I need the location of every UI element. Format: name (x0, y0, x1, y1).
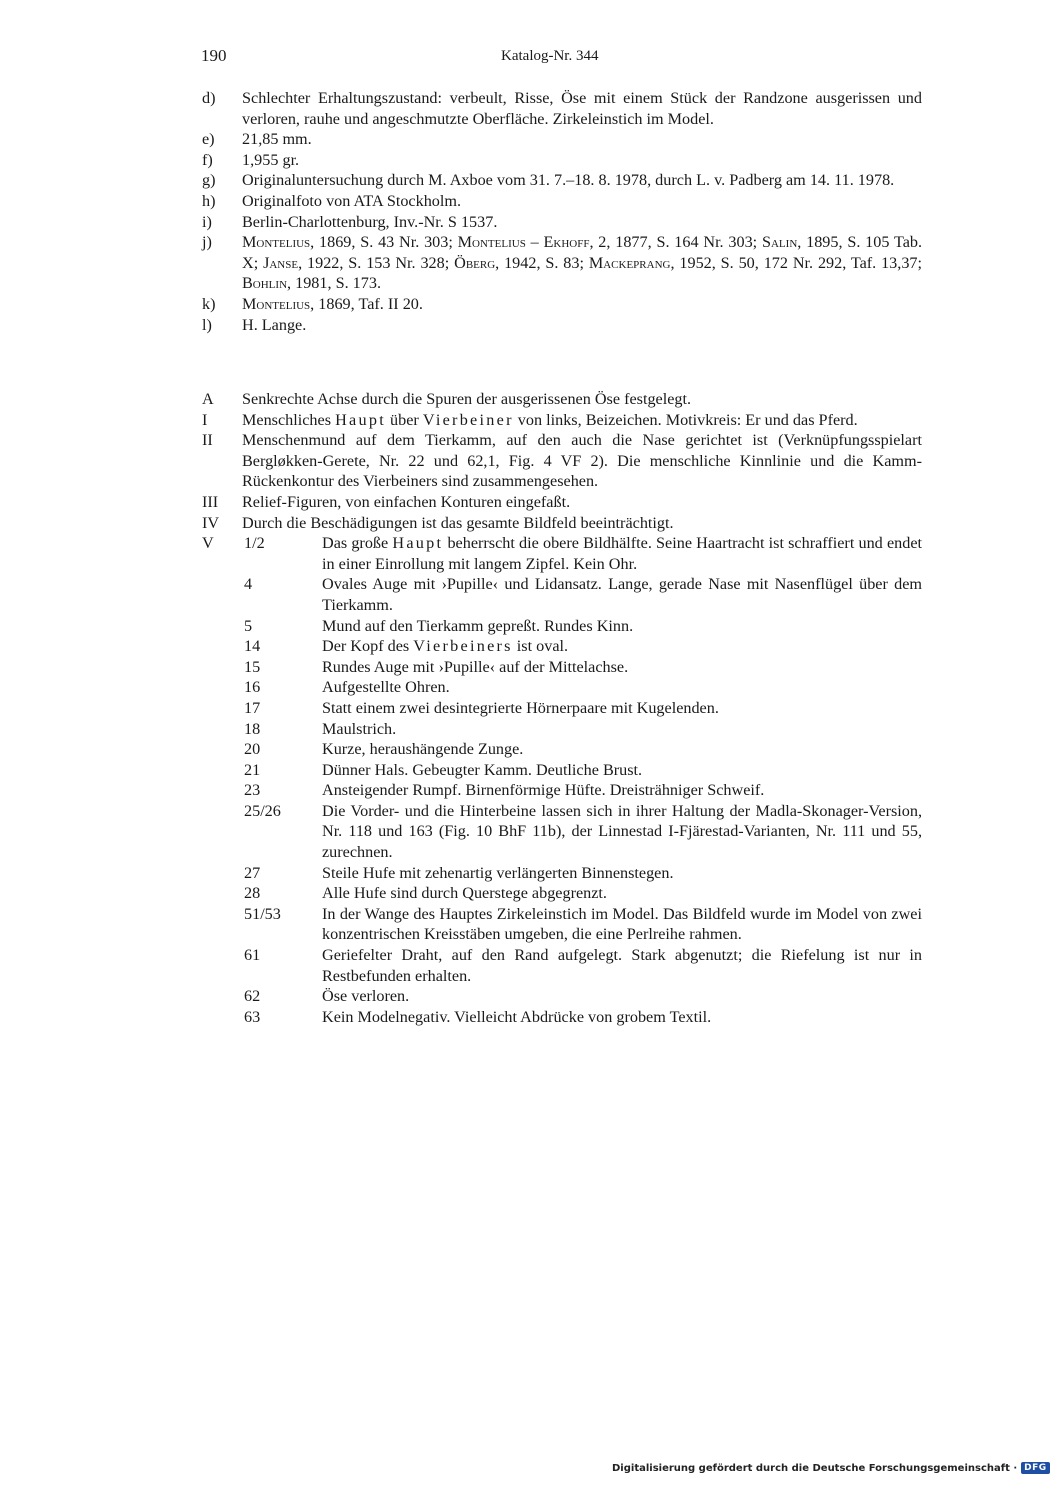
motif-row-4 (202, 574, 922, 615)
motif-row-63 (202, 1007, 922, 1028)
motif-row-17 (202, 698, 922, 719)
item-label: I (202, 410, 208, 429)
item-label: A (202, 390, 214, 408)
citation-text: , 1952, S. 50, 172 Nr. 292, Taf. 13,37; (670, 253, 923, 272)
item-text: Relief-Figuren, von einfachen Konturen eingefaßt. (242, 492, 571, 511)
motif-number: 51/53 (244, 904, 281, 923)
item-label: V (202, 534, 214, 553)
motif-number: 4 (244, 575, 253, 594)
motif-text: Steile Hufe mit zehenartig verlängerten Binnenstegen. (322, 863, 674, 882)
item-label: IV (202, 513, 220, 532)
item-label: i) (202, 212, 212, 231)
motif-row-21 (202, 760, 922, 781)
motif-text: Kein Modelnegativ. Vielleicht Abdrücke von grobem Textil. (322, 1007, 712, 1026)
analysis-item-i (202, 410, 922, 431)
motif-number: 14 (244, 637, 261, 656)
motif-text: Aufgestellte Ohren. (322, 678, 450, 697)
motif-text: Ovales Auge mit ›Pupille‹ und Lidansatz. Lange, gerade Nase mit Nasenflügel über dem Tierkamm. (322, 575, 922, 614)
motif-text: Maulstrich. (322, 719, 397, 738)
text-run: ist oval. (512, 637, 569, 656)
meta-item-j (202, 232, 922, 294)
motif-text: In der Wange des Hauptes Zirkeleinstich im Model. Das Bildfeld wurde im Model von zwei konzentrischen Kreisstäben umgeben, die eine Perlreihe rahmen. (322, 904, 922, 944)
credit-text: Digitalisierung gefördert durch die Deutsche Forschungsgemeinschaft · (612, 1462, 1018, 1474)
meta-item-e (202, 129, 922, 150)
motif-text: Öse verloren. (322, 987, 410, 1006)
author-name: Öberg (454, 253, 496, 272)
citation-text: , 1922, S. 153 Nr. 328; (298, 253, 455, 272)
item-text: Durch die Beschädigungen ist das gesamte Bildfeld beeinträchtigt. (242, 513, 674, 532)
motif-number: 27 (244, 863, 261, 882)
spaced-term: Vierbeiners (413, 637, 513, 656)
motif-row-1-2 (202, 533, 922, 574)
item-label: d) (202, 89, 216, 107)
meta-item-l (202, 315, 922, 336)
item-text: Berlin-Charlottenburg, Inv.-Nr. S 1537. (242, 212, 498, 231)
citation-text: , 2, 1877, S. 164 Nr. 303; (589, 233, 762, 252)
motif-text: Rundes Auge mit ›Pupille‹ auf der Mittelachse. (322, 657, 629, 676)
author-name: Bohlin (242, 274, 288, 293)
item-label: III (202, 492, 219, 511)
motif-row-16 (202, 677, 922, 698)
spaced-term: Vierbeiner (422, 410, 514, 429)
analysis-item-a (202, 389, 922, 410)
author-name: Montelius (242, 294, 311, 313)
digitization-credit (612, 1462, 1050, 1474)
text-run: über (385, 410, 423, 429)
analysis-list (202, 389, 922, 1027)
motif-row-51-53 (202, 904, 922, 945)
item-text (242, 410, 922, 431)
author-name: Janse (263, 253, 299, 272)
item-text: 1,955 gr. (242, 150, 300, 169)
item-text: 21,85 mm. (242, 130, 312, 149)
text-run: Menschliches (242, 410, 336, 429)
author-name: Montelius (242, 233, 311, 252)
motif-number: 20 (244, 740, 261, 759)
motif-text: Geriefelter Draht, auf den Rand aufgelegt. Stark abgenutzt; die Riefelung ist nur in Restbefunden erhalten. (322, 946, 922, 985)
motif-number: 17 (244, 698, 261, 717)
author-name: Salin (761, 233, 798, 252)
motif-number: 18 (244, 719, 261, 738)
motif-row-15 (202, 657, 922, 678)
motif-row-14 (202, 636, 922, 657)
motif-text: Statt einem zwei desintegrierte Hörnerpaare mit Kugelenden. (322, 698, 719, 717)
motif-text: Die Vorder- und die Hinterbeine lassen sich in ihrer Haltung der Madla-Skonager-Version, Nr. 118 und 163 (Fig. 10 BhF 11b), der Linnestad I-Fjärestad-Varianten, Nr. 111 und 55, zurechnen. (322, 801, 922, 862)
item-label: k) (202, 294, 216, 313)
item-text: Schlechter Erhaltungszustand: verbeult, Risse, Öse mit einem Stück der Randzone ausgerissen und verloren, rauhe und angeschmutzte Oberfläche. Zirkeleinstich im Model. (242, 89, 922, 128)
motif-number: 62 (244, 987, 261, 1006)
text-run: beherrscht die obere Bildhälfte. Seine Haartracht ist schraffiert und endet in einer Einrollung mit langem Zipfel. Kein Ohr. (322, 534, 922, 573)
text-run: Der Kopf des (322, 637, 414, 656)
page-number: 190 (201, 46, 227, 65)
motif-number: 28 (244, 884, 261, 903)
motif-row-25-26 (202, 801, 922, 863)
item-label: h) (202, 191, 216, 210)
citation-text: , 1895, S. 105 Tab. X; (242, 233, 923, 272)
motif-row-28 (202, 883, 922, 904)
meta-item-f (202, 150, 922, 171)
motif-row-61 (202, 945, 922, 986)
item-text: Senkrechte Achse durch die Spuren der ausgerissenen Öse festgelegt. (242, 390, 692, 408)
item-label: g) (202, 171, 216, 190)
citation-text: , 1981, S. 173. (287, 274, 382, 293)
citation-text: , 1869, Taf. II 20. (310, 294, 423, 313)
motif-text: Alle Hufe sind durch Querstege abgegrenzt. (322, 884, 607, 903)
motif-row-20 (202, 739, 922, 760)
motif-number: 23 (244, 781, 261, 800)
page-header (201, 46, 711, 70)
item-label: l) (202, 315, 212, 334)
motif-text: Mund auf den Tierkamm gepreßt. Rundes Kinn. (322, 616, 634, 635)
item-label: II (202, 431, 213, 450)
motif-number: 5 (244, 616, 253, 635)
analysis-item-ii (202, 430, 922, 492)
item-text: Originalfoto von ATA Stockholm. (242, 191, 462, 210)
motif-text: Dünner Hals. Gebeugter Kamm. Deutliche Brust. (322, 760, 643, 779)
meta-item-d (202, 88, 922, 129)
meta-item-k (202, 294, 922, 315)
motif-text: Ansteigender Rumpf. Birnenförmige Hüfte. Dreisträhniger Schweif. (322, 781, 765, 800)
spaced-term: Haupt (335, 410, 386, 429)
analysis-item-iv (202, 513, 922, 534)
motif-number: 21 (244, 760, 261, 779)
author-name: Montelius – Ekhoff (457, 233, 590, 252)
item-text: Originaluntersuchung durch M. Axboe vom 31. 7.–18. 8. 1978, durch L. v. Padberg am 14. 11. 1978. (242, 171, 895, 190)
item-text: Menschenmund auf dem Tierkamm, auf den auch die Nase gerichtet ist (Verknüpfungsspielart Bergløkken-Gerete, Nr. 22 und 62,1, Fig. 4 VF 2). Die menschliche Kinnlinie und die Kamm-Rückenkontur des Vierbeiners sind zusammengesehen. (242, 431, 922, 491)
motif-number: 25/26 (244, 801, 281, 820)
item-text (242, 294, 922, 315)
metadata-list (202, 88, 922, 335)
running-title: Katalog-Nr. 344 (501, 48, 599, 64)
motif-text (322, 533, 922, 574)
citation-text: , 1869, S. 43 Nr. 303; (310, 233, 458, 252)
item-label: f) (202, 150, 213, 169)
motif-row-23 (202, 780, 922, 801)
citation-text: , 1942, S. 83; (495, 253, 589, 272)
motif-row-5 (202, 616, 922, 637)
motif-row-27 (202, 863, 922, 884)
meta-item-g (202, 170, 922, 191)
motif-number: 63 (244, 1007, 261, 1026)
text-run: von links, Beizeichen. Motivkreis: Er und das Pferd. (513, 410, 858, 429)
motif-row-62 (202, 986, 922, 1007)
motif-row-18 (202, 719, 922, 740)
item-text: H. Lange. (242, 315, 307, 334)
motif-number: 15 (244, 657, 261, 676)
motif-number: 1/2 (244, 534, 265, 553)
text-run: Das große (322, 534, 393, 553)
literature-references (242, 232, 922, 294)
motif-text (322, 636, 922, 657)
analysis-item-iii (202, 492, 922, 513)
author-name: Mackeprang (588, 253, 671, 272)
motif-text: Kurze, heraushängende Zunge. (322, 740, 524, 759)
item-label: e) (202, 130, 215, 149)
item-label: j) (202, 233, 212, 252)
dfg-logo: DFG (1021, 1462, 1050, 1474)
motif-number: 16 (244, 678, 261, 697)
spaced-term: Haupt (392, 534, 444, 553)
meta-item-i (202, 212, 922, 233)
meta-item-h (202, 191, 922, 212)
motif-number: 61 (244, 946, 261, 965)
